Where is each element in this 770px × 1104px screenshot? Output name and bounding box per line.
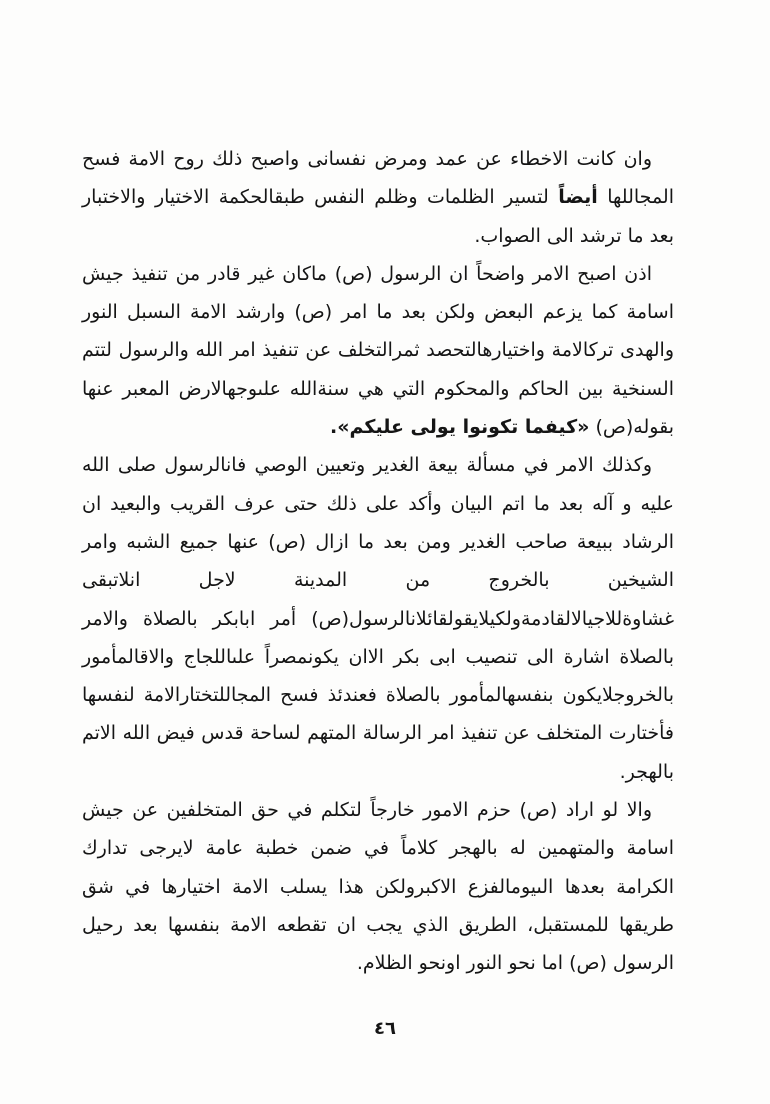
paragraph-1-emphasis: أيضاً [558,186,598,209]
paragraph-2-text-start: اذن اصبح الامر واضحاً ان الرسول (ص) ماكان غير قادر من تنفيذ جيش اسامة كما يزعم البعض ولكن بعد ما امر (ص) وارشد الامة الىسبل النور والهدى تركالامة واختيارهالتحصد ثمرالتخلف عن تنفيذ امر الله والرسول لتتم السنخية بين الحاكم والمحكوم التي هي سنةالله علىوجهالارض المعبر عنها بقوله(ص) [82,262,674,439]
paragraph-4 [82,791,674,982]
paragraph-3-text-start: وكذلك الامر في مسألة بيعة الغدير وتعيين الوصي فانالرسول صلى الله عليه و آله بعد ما اتم البيان وأكد على ذلك حتى عرف القريب والبعيد ان الرشاد ببيعة صاحب الغدير ومن بعد ما ازال (ص) عنها جميع الشبه وامر الشيخين بالخروج من المدينة لاجل انلاتبقى غشاوةللاجيالالقادمةولكيلايقولقائلانالرسول(ص) أمر ابابكر بالصلاة والامر بالصلاة اشارة الى تنصيب ابى بكر الاان يكونمصراً علىاللجاج والاقالمأمور بالخروجلايكون بنفسهالمأمور بالصلاة فعندئذ فسح المجاللتختارالامة لنفسها فأختارت المتخلف عن تنفيذ امر الرسالة المتهم لساحة قدس فيض الله الاتم بالهجر. [82,454,674,783]
body-text [82,140,674,983]
paragraph-1 [82,140,674,255]
paragraph-4-text-start: والا لو اراد (ص) حزم الامور خارجاً لتكلم في حق المتخلفين عن جيش اسامة والمتهمين له بالهجر كلاماً في ضمن خطبة عامة لايرجى تدارك الكرامة بعدها الىيومالفزع الاكبرولكن هذا يسلب الامة اختيارها في شق طريقها للمستقبل، الطريق الذي يجب ان تقطعه الامة بنفسها بعد رحيل الرسول (ص) اما نحو النور اونحو الظلام. [82,799,674,975]
paragraph-2-quote: «كيفما تكونوا يولى عليكم». [330,416,590,439]
paragraph-1-text-end: لتسير الظلمات وظلم النفس طبقالحكمة الاختيار والاختبار بعد ما ترشد الى الصواب. [82,186,674,247]
paragraph-2 [82,255,674,446]
paragraph-1-text-start: وان كانت الاخطاء عن عمد ومرض نفسانى واصبح ذلك روح الامة فسح المجاللها [82,148,674,209]
paragraph-3 [82,446,674,791]
page-number: ٤٦ [374,1018,396,1039]
